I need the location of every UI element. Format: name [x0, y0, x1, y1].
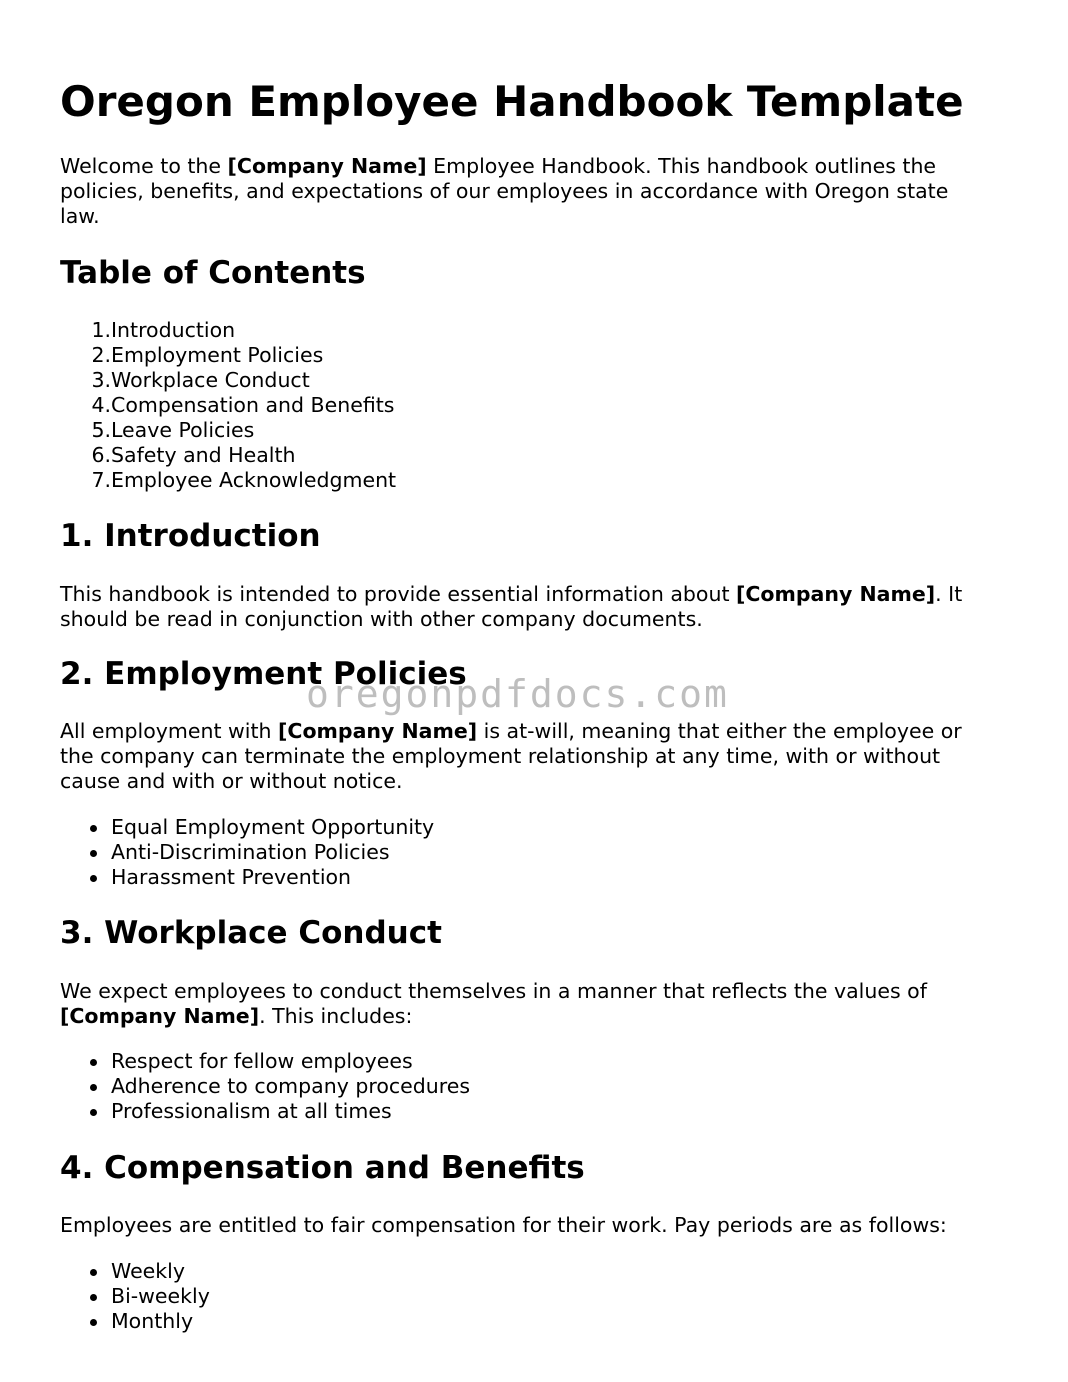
- list-item-text: Equal Employment Opportunity: [111, 815, 435, 839]
- intro-paragraph: [60, 154, 990, 229]
- section-1-text-end: . It should be read in conjunction with other company documents.: [60, 582, 963, 631]
- watermark: oregonpdfdocs.com: [306, 672, 729, 716]
- section-2-list: [60, 815, 434, 890]
- section-4-paragraph: Employees are entitled to fair compensation for their work. Pay periods are as follows:: [60, 1213, 947, 1237]
- toc-item-label: Compensation and Benefits: [111, 393, 395, 417]
- list-item-text: Anti-Discrimination Policies: [111, 840, 390, 864]
- bullet-icon: [60, 1259, 111, 1284]
- toc-item-number: 7.: [91, 468, 111, 492]
- list-item: [60, 815, 434, 840]
- toc-item-label: Employment Policies: [111, 343, 324, 367]
- list-item: [60, 840, 434, 865]
- company-name-placeholder: [Company Name]: [278, 719, 478, 743]
- list-item-text: Professionalism at all times: [111, 1099, 392, 1123]
- list-item-text: Monthly: [111, 1309, 194, 1333]
- toc-item: [60, 343, 396, 368]
- toc-item-number: 2.: [91, 343, 111, 367]
- list-item: [60, 1049, 470, 1074]
- toc-item-label: Safety and Health: [111, 443, 296, 467]
- toc-item-number: 4.: [91, 393, 111, 417]
- company-name-placeholder: [Company Name]: [736, 582, 936, 606]
- toc-item: [60, 468, 396, 493]
- bullet-icon: [60, 1309, 111, 1334]
- toc-item: [60, 318, 396, 343]
- company-name-placeholder: [Company Name]: [60, 1004, 260, 1028]
- bullet-icon: [60, 1074, 111, 1099]
- list-item-text: Harassment Prevention: [111, 865, 352, 889]
- bullet-icon: [60, 1049, 111, 1074]
- toc-item-label: Workplace Conduct: [111, 368, 310, 392]
- list-item: [60, 1074, 470, 1099]
- list-item: [60, 865, 434, 890]
- bullet-icon: [60, 840, 111, 865]
- section-4-list: [60, 1259, 210, 1334]
- intro-text-start: Welcome to the: [60, 154, 228, 178]
- list-item-text: Respect for fellow employees: [111, 1049, 413, 1073]
- toc-heading: Table of Contents: [60, 255, 366, 291]
- section-1-heading: 1. Introduction: [60, 518, 321, 554]
- toc-item: [60, 393, 396, 418]
- section-3-text-end: . This includes:: [259, 1004, 413, 1028]
- bullet-icon: [60, 1284, 111, 1309]
- section-2-text-start: All employment with: [60, 719, 279, 743]
- list-item-text: Adherence to company procedures: [111, 1074, 471, 1098]
- toc-item-number: 6.: [91, 443, 111, 467]
- intro-text-end: Employee Handbook. This handbook outlines the policies, benefits, and expectations of our employees in accordance with Oregon state law.: [60, 154, 949, 228]
- list-item: [60, 1259, 210, 1284]
- section-1-paragraph: [60, 582, 990, 632]
- list-item: [60, 1309, 210, 1334]
- bullet-icon: [60, 865, 111, 890]
- section-4-heading: 4. Compensation and Benefits: [60, 1150, 585, 1186]
- toc-item: [60, 368, 396, 393]
- list-item: [60, 1099, 470, 1124]
- toc-item-number: 5.: [91, 418, 111, 442]
- company-name-placeholder: [Company Name]: [227, 154, 427, 178]
- toc-item-label: Leave Policies: [111, 418, 255, 442]
- toc-item-label: Introduction: [111, 318, 236, 342]
- section-3-list: [60, 1049, 470, 1124]
- toc-item: [60, 443, 396, 468]
- list-item: [60, 1284, 210, 1309]
- section-3-paragraph: [60, 979, 990, 1029]
- toc-item-label: Employee Acknowledgment: [111, 468, 397, 492]
- section-2-heading: 2. Employment Policies: [60, 656, 467, 692]
- toc-item-number: 3.: [91, 368, 111, 392]
- toc-list: [60, 318, 396, 493]
- section-3-heading: 3. Workplace Conduct: [60, 915, 442, 951]
- list-item-text: Bi-weekly: [111, 1284, 210, 1308]
- bullet-icon: [60, 815, 111, 840]
- toc-item-number: 1.: [91, 318, 111, 342]
- list-item-text: Weekly: [111, 1259, 185, 1283]
- section-2-paragraph: [60, 719, 990, 794]
- section-1-text-start: This handbook is intended to provide essential information about: [60, 582, 737, 606]
- section-2-text-end: is at-will, meaning that either the employee or the company can terminate the employment relationship at any time, with or without cause and with or without notice.: [60, 719, 962, 793]
- document-title: Oregon Employee Handbook Template: [60, 77, 964, 126]
- bullet-icon: [60, 1099, 111, 1124]
- section-3-text-start: We expect employees to conduct themselves in a manner that reflects the values of: [60, 979, 927, 1003]
- toc-item: [60, 418, 396, 443]
